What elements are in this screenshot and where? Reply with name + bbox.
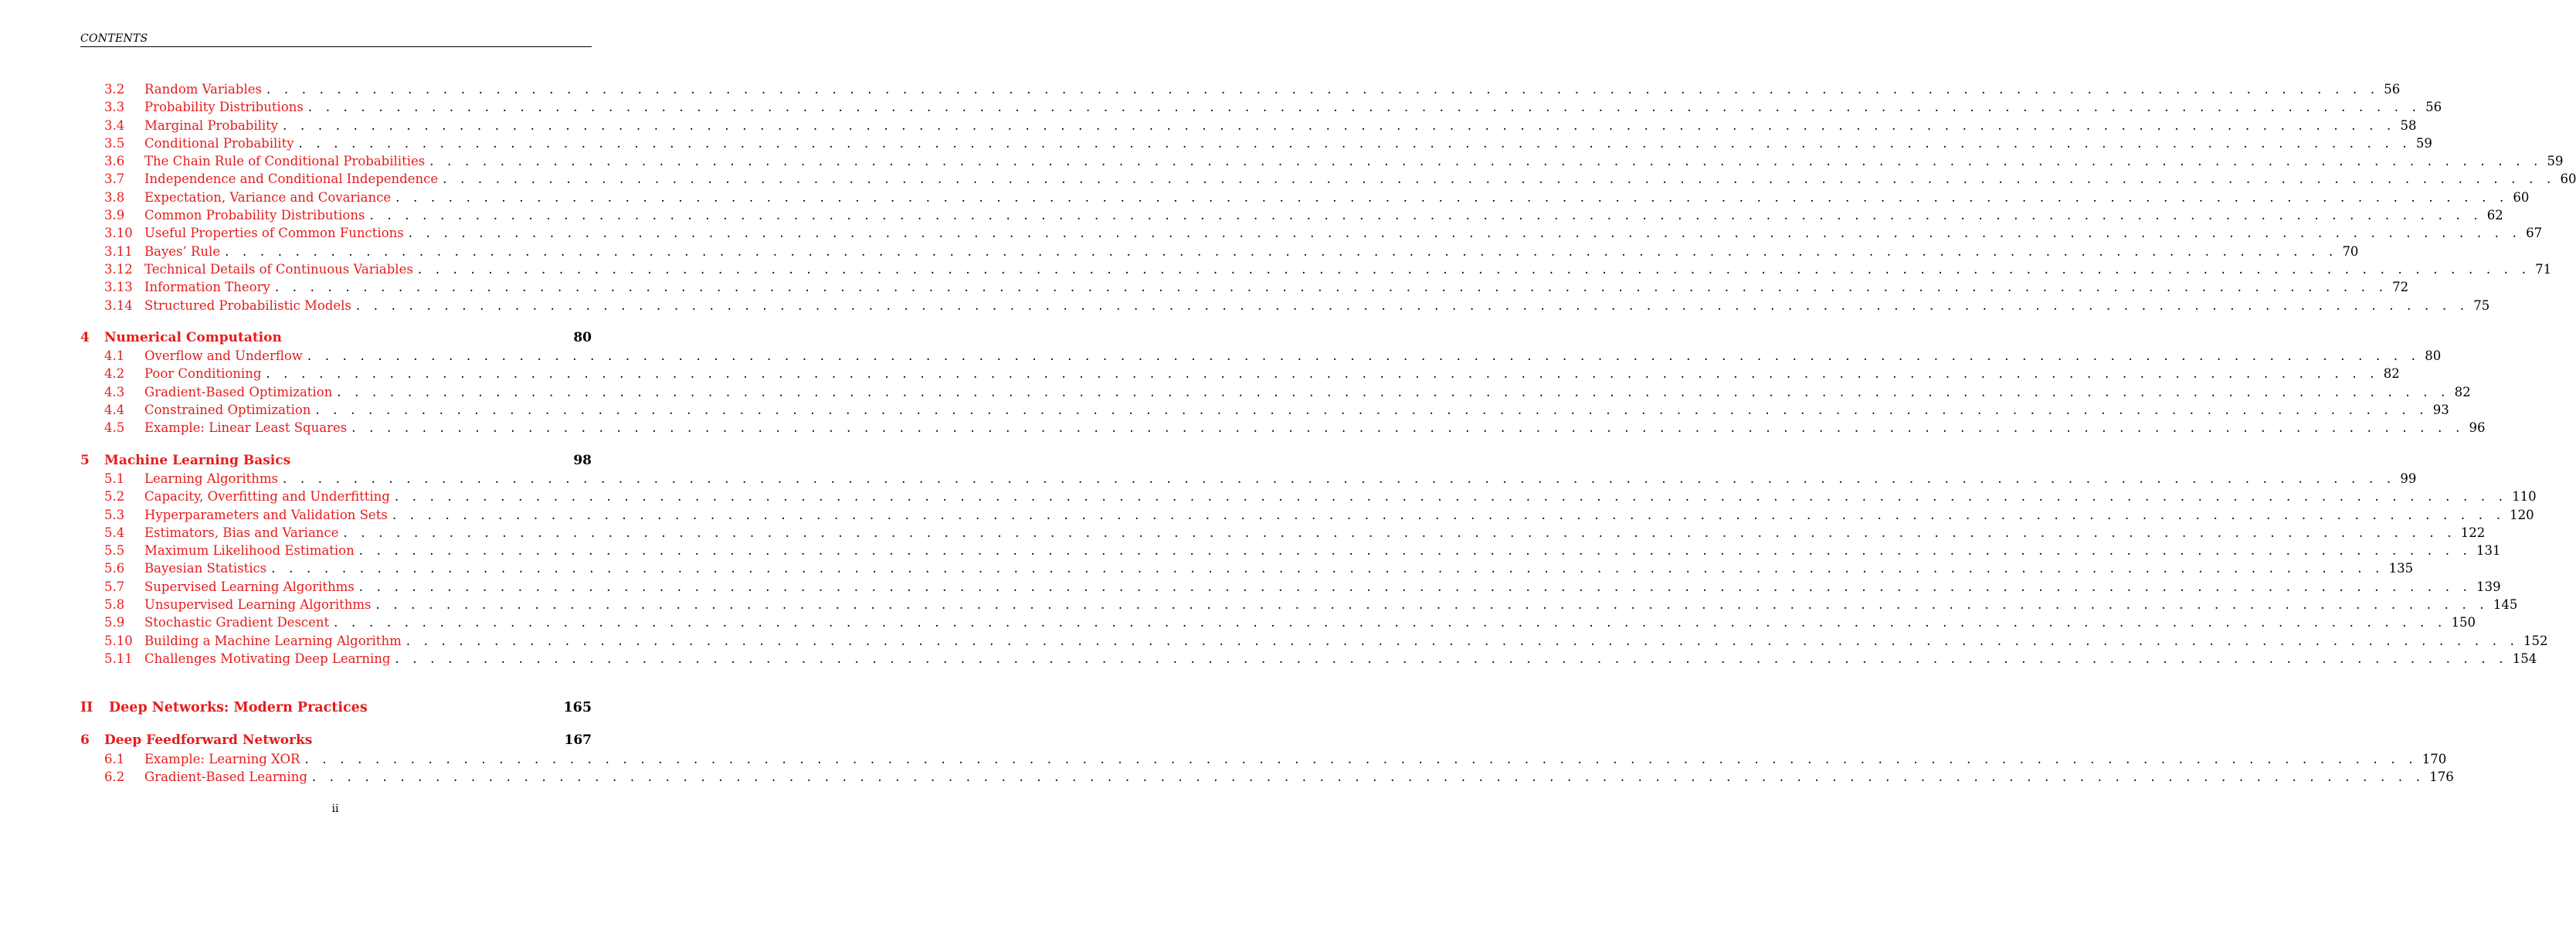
dot-leader: . . . . . . . . . . . . . . . . . . . . . . . . . . . . . . . . . . . . . . . . . . . . . . . . . . . . . . . . . . . . . . . . . . . . . . . . . . . . . . . . . . . . . . . . . . . . . . . . . . . . . . . . . . . . . . . . . . . . . . . . — [408, 226, 2522, 241]
dot-leader: . . . . . . . . . . . . . . . . . . . . . . . . . . . . . . . . . . . . . . . . . . . . . . . . . . . . . . . . . . . . . . . . . . . . . . . . . . . . . . . . . . . . . . . . . . . . . . . . . . . . . . . . . . . . . . . . . . . . . . . . — [392, 507, 2506, 522]
section-title-link[interactable]: Supervised Learning Algorithms — [144, 579, 355, 594]
section-title-link[interactable]: Maximum Likelihood Estimation — [144, 543, 355, 559]
dot-leader: . . . . . . . . . . . . . . . . . . . . . . . . . . . . . . . . . . . . . . . . . . . . . . . . . . . . . . . . . . . . . . . . . . . . . . . . . . . . . . . . . . . . . . . . . . . . . . . . . . . . . . . . . . . . . . . . . . . . . . . . — [225, 243, 2338, 259]
toc-section-entry[interactable] — [80, 488, 2537, 505]
dot-leader: . . . . . . . . . . . . . . . . . . . . . . . . . . . . . . . . . . . . . . . . . . . . . . . . . . . . . . . . . . . . . . . . . . . . . . . . . . . . . . . . . . . . . . . . . . . . . . . . . . . . . . . . . . . . . . . . . . . . . . . . — [443, 172, 2556, 187]
dot-leader: . . . . . . . . . . . . . . . . . . . . . . . . . . . . . . . . . . . . . . . . . . . . . . . . . . . . . . . . . . . . . . . . . . . . . . . . . . . . . . . . . . . . . . . . . . . . . . . . . . . . . . . . . . . . . . . . . . . . . . . . — [429, 154, 2543, 169]
page-number-ref: 80 — [573, 329, 592, 345]
dot-leader: . . . . . . . . . . . . . . . . . . . . . . . . . . . . . . . . . . . . . . . . . . . . . . . . . . . . . . . . . . . . . . . . . . . . . . . . . . . . . . . . . . . . . . . . . . . . . . . . . . . . . . . . . . . . . . . . . . . . . . . . — [298, 135, 2411, 151]
page-number-ref: 150 — [2451, 615, 2476, 630]
page-number-ref: 82 — [2454, 384, 2471, 399]
section-number[interactable]: 6.1 — [104, 751, 125, 766]
section-number[interactable]: 5.1 — [104, 471, 125, 486]
toc-section-entry[interactable] — [80, 134, 2432, 152]
section-title-link[interactable]: Building a Machine Learning Algorithm — [144, 633, 402, 648]
toc-section-entry[interactable] — [80, 559, 2414, 577]
page-number-ref: 98 — [573, 452, 592, 468]
dot-leader: . . . . . . . . . . . . . . . . . . . . . . . . . . . . . . . . . . . . . . . . . . . . . . . . . . . . . . . . . . . . . . . . . . . . . . . . . . . . . . . . . . . . . . . . . . . . . . . . . . . . . . . . . . . . . . . . . . . . . . . . — [283, 471, 2396, 486]
section-number[interactable]: 3.11 — [104, 243, 133, 259]
part-number[interactable]: II — [80, 700, 93, 716]
toc-section-entry[interactable] — [80, 768, 2454, 786]
section-title-link[interactable]: Constrained Optimization — [144, 403, 311, 418]
dot-leader: . . . . . . . . . . . . . . . . . . . . . . . . . . . . . . . . . . . . . . . . . . . . . . . . . . . . . . . . . . . . . . . . . . . . . . . . . . . . . . . . . . . . . . . . . . . . . . . . . . . . . . . . . . . . . . . . . . . . . . . . — [395, 189, 2509, 205]
section-number[interactable]: 4.1 — [104, 348, 125, 364]
page-number-ref: 120 — [2510, 507, 2534, 522]
section-number[interactable]: 5.3 — [104, 507, 125, 522]
page-number-ref: 167 — [564, 732, 592, 749]
section-number[interactable]: 3.10 — [104, 226, 133, 241]
section-title-link[interactable]: Marginal Probability — [144, 117, 279, 133]
section-number[interactable]: 3.8 — [104, 189, 125, 205]
toc-chapter-entry[interactable] — [80, 452, 592, 470]
toc-part-entry[interactable] — [80, 698, 592, 717]
page-number-ref: 56 — [2384, 82, 2401, 97]
section-number[interactable]: 4.5 — [104, 420, 125, 436]
section-title-link[interactable]: Independence and Conditional Independence — [144, 172, 439, 187]
section-number[interactable]: 5.8 — [104, 597, 125, 613]
page-number-ref: 135 — [2388, 561, 2414, 576]
toc-section-entry[interactable] — [80, 650, 2537, 668]
section-number[interactable]: 3.13 — [104, 280, 133, 295]
page-number-ref: 58 — [2400, 117, 2417, 133]
section-title-link[interactable]: Capacity, Overfitting and Underfitting — [144, 489, 390, 505]
section-number[interactable]: 5.9 — [104, 615, 125, 630]
dot-leader: . . . . . . . . . . . . . . . . . . . . . . . . . . . . . . . . . . . . . . . . . . . . . . . . . . . . . . . . . . . . . . . . . . . . . . . . . . . . . . . . . . . . . . . . . . . . . . . . . . . . . . . . . . . . . . . . . . . . . . . . — [358, 579, 2472, 594]
dot-leader: . . . . . . . . . . . . . . . . . . . . . . . . . . . . . . . . . . . . . . . . . . . . . . . . . . . . . . . . . . . . . . . . . . . . . . . . . . . . . . . . . . . . . . . . . . . . . . . . . . . . . . . . . . . . . . . . . . . . . . . . — [358, 543, 2472, 559]
section-title-link[interactable]: Example: Linear Least Squares — [144, 420, 348, 436]
section-title-link[interactable]: Challenges Motivating Deep Learning — [144, 651, 391, 666]
toc-section-entry[interactable] — [80, 383, 2471, 401]
section-title-link[interactable]: Gradient-Based Learning — [144, 769, 307, 784]
toc-section-entry[interactable] — [80, 189, 2530, 206]
section-title-link[interactable]: Expectation, Variance and Covariance — [144, 189, 392, 205]
section-title-link[interactable]: Stochastic Gradient Descent — [144, 615, 330, 630]
toc-section-entry[interactable] — [80, 206, 2503, 224]
section-number[interactable]: 3.6 — [104, 154, 125, 169]
section-title-link[interactable]: Useful Properties of Common Functions — [144, 226, 404, 241]
dot-leader: . . . . . . . . . . . . . . . . . . . . . . . . . . . . . . . . . . . . . . . . . . . . . . . . . . . . . . . . . . . . . . . . . . . . . . . . . . . . . . . . . . . . . . . . . . . . . . . . . . . . . . . . . . . . . . . . . . . . . . . . — [266, 366, 2379, 382]
dot-leader: . . . . . . . . . . . . . . . . . . . . . . . . . . . . . . . . . . . . . . . . . . . . . . . . . . . . . . . . . . . . . . . . . . . . . . . . . . . . . . . . . . . . . . . . . . . . . . . . . . . . . . . . . . . . . . . . . . . . . . . . — [337, 384, 2450, 399]
toc-section-entry[interactable] — [80, 419, 2486, 437]
page-number-ref: 131 — [2476, 543, 2501, 559]
chapter-title-link[interactable]: Deep Feedforward Networks — [104, 732, 313, 749]
dot-leader: . . . . . . . . . . . . . . . . . . . . . . . . . . . . . . . . . . . . . . . . . . . . . . . . . . . . . . . . . . . . . . . . . . . . . . . . . . . . . . . . . . . . . . . . . . . . . . . . . . . . . . . . . . . . . . . . . . . . . . . . — [274, 280, 2388, 295]
page-number-ref: 56 — [2425, 100, 2442, 115]
section-number[interactable]: 4.2 — [104, 366, 125, 382]
page-number-ref: 67 — [2526, 226, 2543, 241]
toc-section-entry[interactable] — [80, 365, 2400, 382]
page-number-ref: 82 — [2383, 366, 2400, 382]
chapter-number[interactable]: 5 — [80, 452, 90, 468]
dot-leader: . . . . . . . . . . . . . . . . . . . . . . . . . . . . . . . . . . . . . . . . . . . . . . . . . . . . . . . . . . . . . . . . . . . . . . . . . . . . . . . . . . . . . . . . . . . . . . . . . . . . . . . . . . . . . . . . . . . . . . . . — [283, 117, 2396, 133]
dot-leader: . . . . . . . . . . . . . . . . . . . . . . . . . . . . . . . . . . . . . . . . . . . . . . . . . . . . . . . . . . . . . . . . . . . . . . . . . . . . . . . . . . . . . . . . . . . . . . . . . . . . . . . . . . . . . . . . . . . . . . . . — [304, 751, 2418, 766]
section-title-link[interactable]: Bayes’ Rule — [144, 243, 221, 259]
section-title-link[interactable]: Estimators, Bias and Variance — [144, 525, 339, 540]
toc-section-entry[interactable] — [80, 596, 2518, 613]
dot-leader: . . . . . . . . . . . . . . . . . . . . . . . . . . . . . . . . . . . . . . . . . . . . . . . . . . . . . . . . . . . . . . . . . . . . . . . . . . . . . . . . . . . . . . . . . . . . . . . . . . . . . . . . . . . . . . . . . . . . . . . . — [307, 348, 2421, 364]
section-title-link[interactable]: Conditional Probability — [144, 135, 294, 151]
dot-leader: . . . . . . . . . . . . . . . . . . . . . . . . . . . . . . . . . . . . . . . . . . . . . . . . . . . . . . . . . . . . . . . . . . . . . . . . . . . . . . . . . . . . . . . . . . . . . . . . . . . . . . . . . . . . . . . . . . . . . . . . — [355, 297, 2469, 313]
page-number-ref: 72 — [2392, 280, 2409, 295]
page-number: ii — [331, 803, 339, 815]
section-title-link[interactable]: Structured Probabilistic Models — [144, 297, 351, 313]
section-number[interactable]: 3.9 — [104, 208, 125, 223]
page-number-ref: 59 — [2415, 135, 2432, 151]
toc-section-entry[interactable] — [80, 750, 2447, 768]
page-number-ref: 80 — [2425, 348, 2442, 364]
page-number-ref: 62 — [2486, 208, 2503, 223]
dot-leader: . . . . . . . . . . . . . . . . . . . . . . . . . . . . . . . . . . . . . . . . . . . . . . . . . . . . . . . . . . . . . . . . . . . . . . . . . . . . . . . . . . . . . . . . . . . . . . . . . . . . . . . . . . . . . . . . . . . . . . . . — [307, 100, 2422, 115]
dot-leader: . . . . . . . . . . . . . . . . . . . . . . . . . . . . . . . . . . . . . . . . . . . . . . . . . . . . . . . . . . . . . . . . . . . . . . . . . . . . . . . . . . . . . . . . . . . . . . . . . . . . . . . . . . . . . . . . . . . . . . . . — [266, 82, 2380, 97]
section-title-link[interactable]: Technical Details of Continuous Variables — [144, 261, 413, 277]
dot-leader: . . . . . . . . . . . . . . . . . . . . . . . . . . . . . . . . . . . . . . . . . . . . . . . . . . . . . . . . . . . . . . . . . . . . . . . . . . . . . . . . . . . . . . . . . . . . . . . . . . . . . . . . . . . . . . . . . . . . . . . . — [315, 403, 2428, 418]
toc-section-entry[interactable] — [80, 170, 2576, 188]
page-number-ref: 93 — [2432, 403, 2449, 418]
toc-chapter-entry[interactable] — [80, 329, 592, 347]
toc-section-entry[interactable] — [80, 243, 2359, 260]
section-number[interactable]: 3.3 — [104, 100, 125, 115]
toc-section-entry[interactable] — [80, 401, 2449, 419]
toc-section-entry[interactable] — [80, 506, 2534, 524]
toc-section-entry[interactable] — [80, 117, 2417, 134]
toc-section-entry[interactable] — [80, 470, 2417, 488]
page-number-ref: 154 — [2512, 651, 2537, 666]
dot-leader: . . . . . . . . . . . . . . . . . . . . . . . . . . . . . . . . . . . . . . . . . . . . . . . . . . . . . . . . . . . . . . . . . . . . . . . . . . . . . . . . . . . . . . . . . . . . . . . . . . . . . . . . . . . . . . . . . . . . . . . . — [395, 651, 2508, 666]
page-number-ref: 165 — [563, 700, 592, 716]
dot-leader: . . . . . . . . . . . . . . . . . . . . . . . . . . . . . . . . . . . . . . . . . . . . . . . . . . . . . . . . . . . . . . . . . . . . . . . . . . . . . . . . . . . . . . . . . . . . . . . . . . . . . . . . . . . . . . . . . . . . . . . . — [375, 597, 2489, 613]
page-number-ref: 60 — [2560, 172, 2576, 187]
toc-chapter-entry[interactable] — [80, 732, 592, 749]
running-title: CONTENTS — [80, 32, 148, 45]
chapter-title-link[interactable]: Machine Learning Basics — [104, 452, 291, 468]
page-number-ref: 176 — [2429, 769, 2454, 784]
section-title-link[interactable]: The Chain Rule of Conditional Probabilities — [144, 154, 426, 169]
section-title-link[interactable]: Information Theory — [144, 280, 270, 295]
dot-leader: . . . . . . . . . . . . . . . . . . . . . . . . . . . . . . . . . . . . . . . . . . . . . . . . . . . . . . . . . . . . . . . . . . . . . . . . . . . . . . . . . . . . . . . . . . . . . . . . . . . . . . . . . . . . . . . . . . . . . . . . — [406, 633, 2520, 648]
chapter-number[interactable]: 6 — [80, 732, 90, 749]
page-number-ref: 99 — [2400, 471, 2417, 486]
section-number[interactable]: 5.2 — [104, 489, 125, 505]
page-number-ref: 75 — [2473, 297, 2490, 313]
page-number-ref: 70 — [2342, 243, 2359, 259]
section-title-link[interactable]: Common Probability Distributions — [144, 208, 365, 223]
dot-leader: . . . . . . . . . . . . . . . . . . . . . . . . . . . . . . . . . . . . . . . . . . . . . . . . . . . . . . . . . . . . . . . . . . . . . . . . . . . . . . . . . . . . . . . . . . . . . . . . . . . . . . . . . . . . . . . . . . . . . . . . — [394, 489, 2508, 505]
section-title-link[interactable]: Example: Learning XOR — [144, 751, 300, 766]
page-number-ref: 110 — [2512, 489, 2537, 505]
section-number[interactable]: 4.3 — [104, 384, 125, 399]
part-title-link[interactable]: Deep Networks: Modern Practices — [109, 700, 368, 716]
page-number-ref: 170 — [2422, 751, 2447, 766]
toc-section-entry[interactable] — [80, 524, 2486, 542]
page-number-ref: 145 — [2493, 597, 2518, 613]
chapter-number[interactable]: 4 — [80, 329, 90, 345]
toc-section-entry[interactable] — [80, 152, 2564, 170]
section-title-link[interactable]: Gradient-Based Optimization — [144, 384, 333, 399]
dot-leader: . . . . . . . . . . . . . . . . . . . . . . . . . . . . . . . . . . . . . . . . . . . . . . . . . . . . . . . . . . . . . . . . . . . . . . . . . . . . . . . . . . . . . . . . . . . . . . . . . . . . . . . . . . . . . . . . . . . . . . . . — [351, 420, 2465, 436]
page-number-ref: 96 — [2469, 420, 2486, 436]
section-number[interactable]: 3.12 — [104, 261, 133, 277]
toc-section-entry[interactable] — [80, 278, 2409, 296]
toc-section-entry[interactable] — [80, 260, 2552, 278]
page-number-ref: 71 — [2535, 261, 2552, 277]
section-number[interactable]: 3.14 — [104, 297, 133, 313]
section-number[interactable]: 5.11 — [104, 651, 133, 666]
section-title-link[interactable]: Random Variables — [144, 82, 262, 97]
section-number[interactable]: 4.4 — [104, 403, 125, 418]
section-number[interactable]: 6.2 — [104, 769, 125, 784]
page-number-ref: 59 — [2547, 154, 2564, 169]
section-title-link[interactable]: Poor Conditioning — [144, 366, 262, 382]
toc-section-entry[interactable] — [80, 632, 2548, 650]
section-title-link[interactable]: Bayesian Statistics — [144, 561, 267, 576]
section-title-link[interactable]: Hyperparameters and Validation Sets — [144, 507, 388, 522]
toc-section-entry[interactable] — [80, 224, 2543, 242]
section-number[interactable]: 3.5 — [104, 135, 125, 151]
section-number[interactable]: 5.6 — [104, 561, 125, 576]
dot-leader: . . . . . . . . . . . . . . . . . . . . . . . . . . . . . . . . . . . . . . . . . . . . . . . . . . . . . . . . . . . . . . . . . . . . . . . . . . . . . . . . . . . . . . . . . . . . . . . . . . . . . . . . . . . . . . . . . . . . . . . . — [417, 261, 2531, 277]
toc-section-entry[interactable] — [80, 347, 2442, 365]
section-number[interactable]: 5.10 — [104, 633, 133, 648]
toc-section-entry[interactable] — [80, 613, 2476, 631]
toc-section-entry[interactable] — [80, 578, 2501, 596]
toc-section-entry[interactable] — [80, 98, 2442, 116]
section-title-link[interactable]: Learning Algorithms — [144, 471, 279, 486]
dot-leader: . . . . . . . . . . . . . . . . . . . . . . . . . . . . . . . . . . . . . . . . . . . . . . . . . . . . . . . . . . . . . . . . . . . . . . . . . . . . . . . . . . . . . . . . . . . . . . . . . . . . . . . . . . . . . . . . . . . . . . . . — [369, 208, 2483, 223]
section-number[interactable]: 5.4 — [104, 525, 125, 540]
page-number-ref: 139 — [2476, 579, 2501, 594]
dot-leader: . . . . . . . . . . . . . . . . . . . . . . . . . . . . . . . . . . . . . . . . . . . . . . . . . . . . . . . . . . . . . . . . . . . . . . . . . . . . . . . . . . . . . . . . . . . . . . . . . . . . . . . . . . . . . . . . . . . . . . . . — [334, 615, 2447, 630]
section-title-link[interactable]: Unsupervised Learning Algorithms — [144, 597, 372, 613]
section-number[interactable]: 5.7 — [104, 579, 125, 594]
toc-section-entry[interactable] — [80, 297, 2490, 314]
dot-leader: . . . . . . . . . . . . . . . . . . . . . . . . . . . . . . . . . . . . . . . . . . . . . . . . . . . . . . . . . . . . . . . . . . . . . . . . . . . . . . . . . . . . . . . . . . . . . . . . . . . . . . . . . . . . . . . . . . . . . . . . — [343, 525, 2456, 540]
page-number-ref: 152 — [2523, 633, 2548, 648]
section-title-link[interactable]: Overflow and Underflow — [144, 348, 303, 364]
section-number[interactable]: 3.2 — [104, 82, 125, 97]
page-number-ref: 122 — [2460, 525, 2486, 540]
section-title-link[interactable]: Probability Distributions — [144, 100, 304, 115]
section-number[interactable]: 5.5 — [104, 543, 125, 559]
table-of-contents — [80, 80, 2576, 786]
toc-section-entry[interactable] — [80, 542, 2501, 559]
dot-leader: . . . . . . . . . . . . . . . . . . . . . . . . . . . . . . . . . . . . . . . . . . . . . . . . . . . . . . . . . . . . . . . . . . . . . . . . . . . . . . . . . . . . . . . . . . . . . . . . . . . . . . . . . . . . . . . . . . . . . . . . — [311, 769, 2425, 784]
chapter-title-link[interactable]: Numerical Computation — [104, 329, 282, 345]
toc-section-entry[interactable] — [80, 80, 2401, 98]
page-number-ref: 60 — [2513, 189, 2530, 205]
section-number[interactable]: 3.7 — [104, 172, 125, 187]
running-header — [80, 30, 592, 47]
section-number[interactable]: 3.4 — [104, 117, 125, 133]
dot-leader: . . . . . . . . . . . . . . . . . . . . . . . . . . . . . . . . . . . . . . . . . . . . . . . . . . . . . . . . . . . . . . . . . . . . . . . . . . . . . . . . . . . . . . . . . . . . . . . . . . . . . . . . . . . . . . . . . . . . . . . . — [271, 561, 2384, 576]
